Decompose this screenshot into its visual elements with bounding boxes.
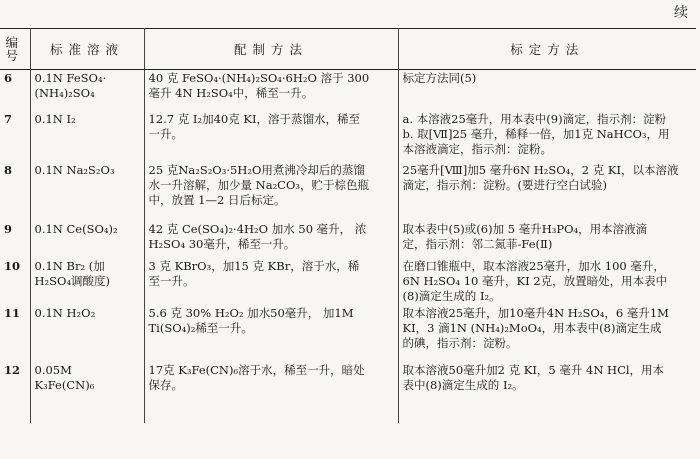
solution-cell <box>30 162 144 221</box>
preparation-cell-line: H₂SO₄ 30毫升，稀至一升。 <box>148 237 296 251</box>
standardization-cell <box>398 111 696 162</box>
table-row <box>0 111 696 162</box>
solution-cell-line: 0.05M <box>34 363 72 377</box>
preparation-cell-line: 水一升溶解，加少量 Na₂CO₃，贮于棕色瓶 <box>148 178 370 192</box>
table-row <box>0 258 696 305</box>
header-no: 编号 <box>0 29 30 70</box>
preparation-cell-line: 40 克 FeSO₄·(NH₄)₂SO₄·6H₂O 溶于 300 <box>148 71 370 85</box>
table-row <box>0 162 696 221</box>
preparation-cell <box>144 221 398 258</box>
preparation-cell-line: 至一升。 <box>148 274 195 288</box>
preparation-cell-line: 保存。 <box>148 378 183 392</box>
preparation-cell-line: Ti(SO₄)₂稀至一升。 <box>148 321 253 335</box>
standardization-cell <box>398 258 696 305</box>
reagent-table <box>0 28 696 423</box>
preparation-cell-line: 毫升 4N H₂SO₄中，稀至一升。 <box>148 86 314 100</box>
preparation-cell <box>144 162 398 221</box>
solution-cell <box>30 258 144 305</box>
standardization-cell-line: 表中(8)滴定生成的 I₂。 <box>402 378 524 392</box>
solution-cell <box>30 362 144 423</box>
standardization-cell-line: 取本溶液50毫升加2 克 KI，5 毫升 4N HCl，用本 <box>402 363 665 377</box>
preparation-cell-line: 12.7 克 I₂加40克 KI，溶于蒸馏水，稀至 <box>148 112 360 126</box>
solution-cell-line: K₃Fe(CN)₆ <box>34 378 95 392</box>
header-solution: 标准溶液 <box>30 29 144 70</box>
solution-cell-line: (NH₄)₂SO₄ <box>34 86 95 100</box>
header-row <box>0 29 696 70</box>
preparation-cell <box>144 258 398 305</box>
solution-cell-line: 0.1N FeSO₄· <box>34 71 107 85</box>
solution-cell <box>30 70 144 112</box>
solution-cell <box>30 111 144 162</box>
preparation-cell-line: 17克 K₃Fe(CN)₆溶于水，稀至一升，暗处 <box>148 363 365 377</box>
standardization-cell <box>398 162 696 221</box>
row-number: 11 <box>0 305 30 362</box>
standardization-cell-line: 定，指示剂：邻二氮菲-Fe(Ⅱ) <box>402 237 553 251</box>
solution-cell-line: 0.1N Na₂S₂O₃ <box>34 163 115 177</box>
standardization-cell-line: b. 取[Ⅶ]25 毫升，稀释一倍，加1克 NaHCO₃，用 <box>402 127 670 141</box>
header-standardization: 标定方法 <box>398 29 696 70</box>
preparation-cell-line: 5.6 克 30% H₂O₂ 加水50毫升， 加1M <box>148 306 354 320</box>
standardization-cell-line: 的碘，指示剂：淀粉。 <box>402 336 518 350</box>
standardization-cell-line: 本溶液滴定，指示剂：淀粉。 <box>402 142 552 156</box>
row-number: 8 <box>0 162 30 221</box>
solution-cell-line: H₂SO₄调酸度) <box>34 274 111 288</box>
standardization-cell-line: (8)滴定生成的 I₂。 <box>402 289 501 303</box>
row-number: 9 <box>0 221 30 258</box>
preparation-cell <box>144 362 398 423</box>
solution-cell <box>30 221 144 258</box>
table-row <box>0 70 696 112</box>
table-row <box>0 221 696 258</box>
standardization-cell <box>398 221 696 258</box>
row-number: 6 <box>0 70 30 112</box>
standardization-cell-line: 25毫升[Ⅷ]加5 毫升6N H₂SO₄，2 克 KI，以本溶液 <box>402 163 679 177</box>
header-preparation: 配制方法 <box>144 29 398 70</box>
solution-cell-line: 0.1N Ce(SO₄)₂ <box>34 222 118 236</box>
table-row <box>0 305 696 362</box>
row-number: 7 <box>0 111 30 162</box>
preparation-cell <box>144 305 398 362</box>
standardization-cell <box>398 70 696 112</box>
preparation-cell-line: 中，放置 1—2 日后标定。 <box>148 193 286 207</box>
standardization-cell-line: 6N H₂SO₄ 10 毫升，KI 2克，放置暗处，用本表中 <box>402 274 668 288</box>
standardization-cell <box>398 305 696 362</box>
solution-cell-line: 0.1N Br₂ (加 <box>34 259 105 273</box>
preparation-cell-line: 42 克 Ce(SO₄)₂·4H₂O 加水 50 毫升， 浓 <box>148 222 367 236</box>
preparation-cell-line: 一升。 <box>148 127 183 141</box>
standardization-cell <box>398 362 696 423</box>
standardization-cell-line: 滴定，指示剂：淀粉。(要进行空白试验) <box>402 178 607 192</box>
preparation-cell-line: 3 克 KBrO₃，加15 克 KBr，溶于水，稀 <box>148 259 360 273</box>
standardization-cell-line: 标定方法同(5) <box>402 71 477 85</box>
standardization-cell-line: 在磨口锥瓶中，取本溶液25毫升，加水 100 毫升， <box>402 259 665 273</box>
standardization-cell-line: 取本溶液25毫升，加10毫升4N H₂SO₄，6 毫升1M <box>402 306 669 320</box>
solution-cell <box>30 305 144 362</box>
row-number: 12 <box>0 362 30 423</box>
preparation-cell <box>144 111 398 162</box>
solution-cell-line: 0.1N I₂ <box>34 112 76 126</box>
row-number: 10 <box>0 258 30 305</box>
preparation-cell-line: 25 克Na₂S₂O₃·5H₂O用煮沸冷却后的蒸馏 <box>148 163 365 177</box>
standardization-cell-line: KI，3 滴1N (NH₄)₂MoO₄，用本表中(8)滴定生成 <box>402 321 662 335</box>
standardization-cell-line: a. 本溶液25毫升，用本表中(9)滴定，指示剂：淀粉 <box>402 112 667 126</box>
preparation-cell <box>144 70 398 112</box>
table-row <box>0 362 696 423</box>
solution-cell-line: 0.1N H₂O₂ <box>34 306 96 320</box>
standardization-cell-line: 取本表中(5)或(6)加 5 毫升H₃PO₄，用本溶液滴 <box>402 222 648 236</box>
continued-label: 续 <box>674 5 688 21</box>
